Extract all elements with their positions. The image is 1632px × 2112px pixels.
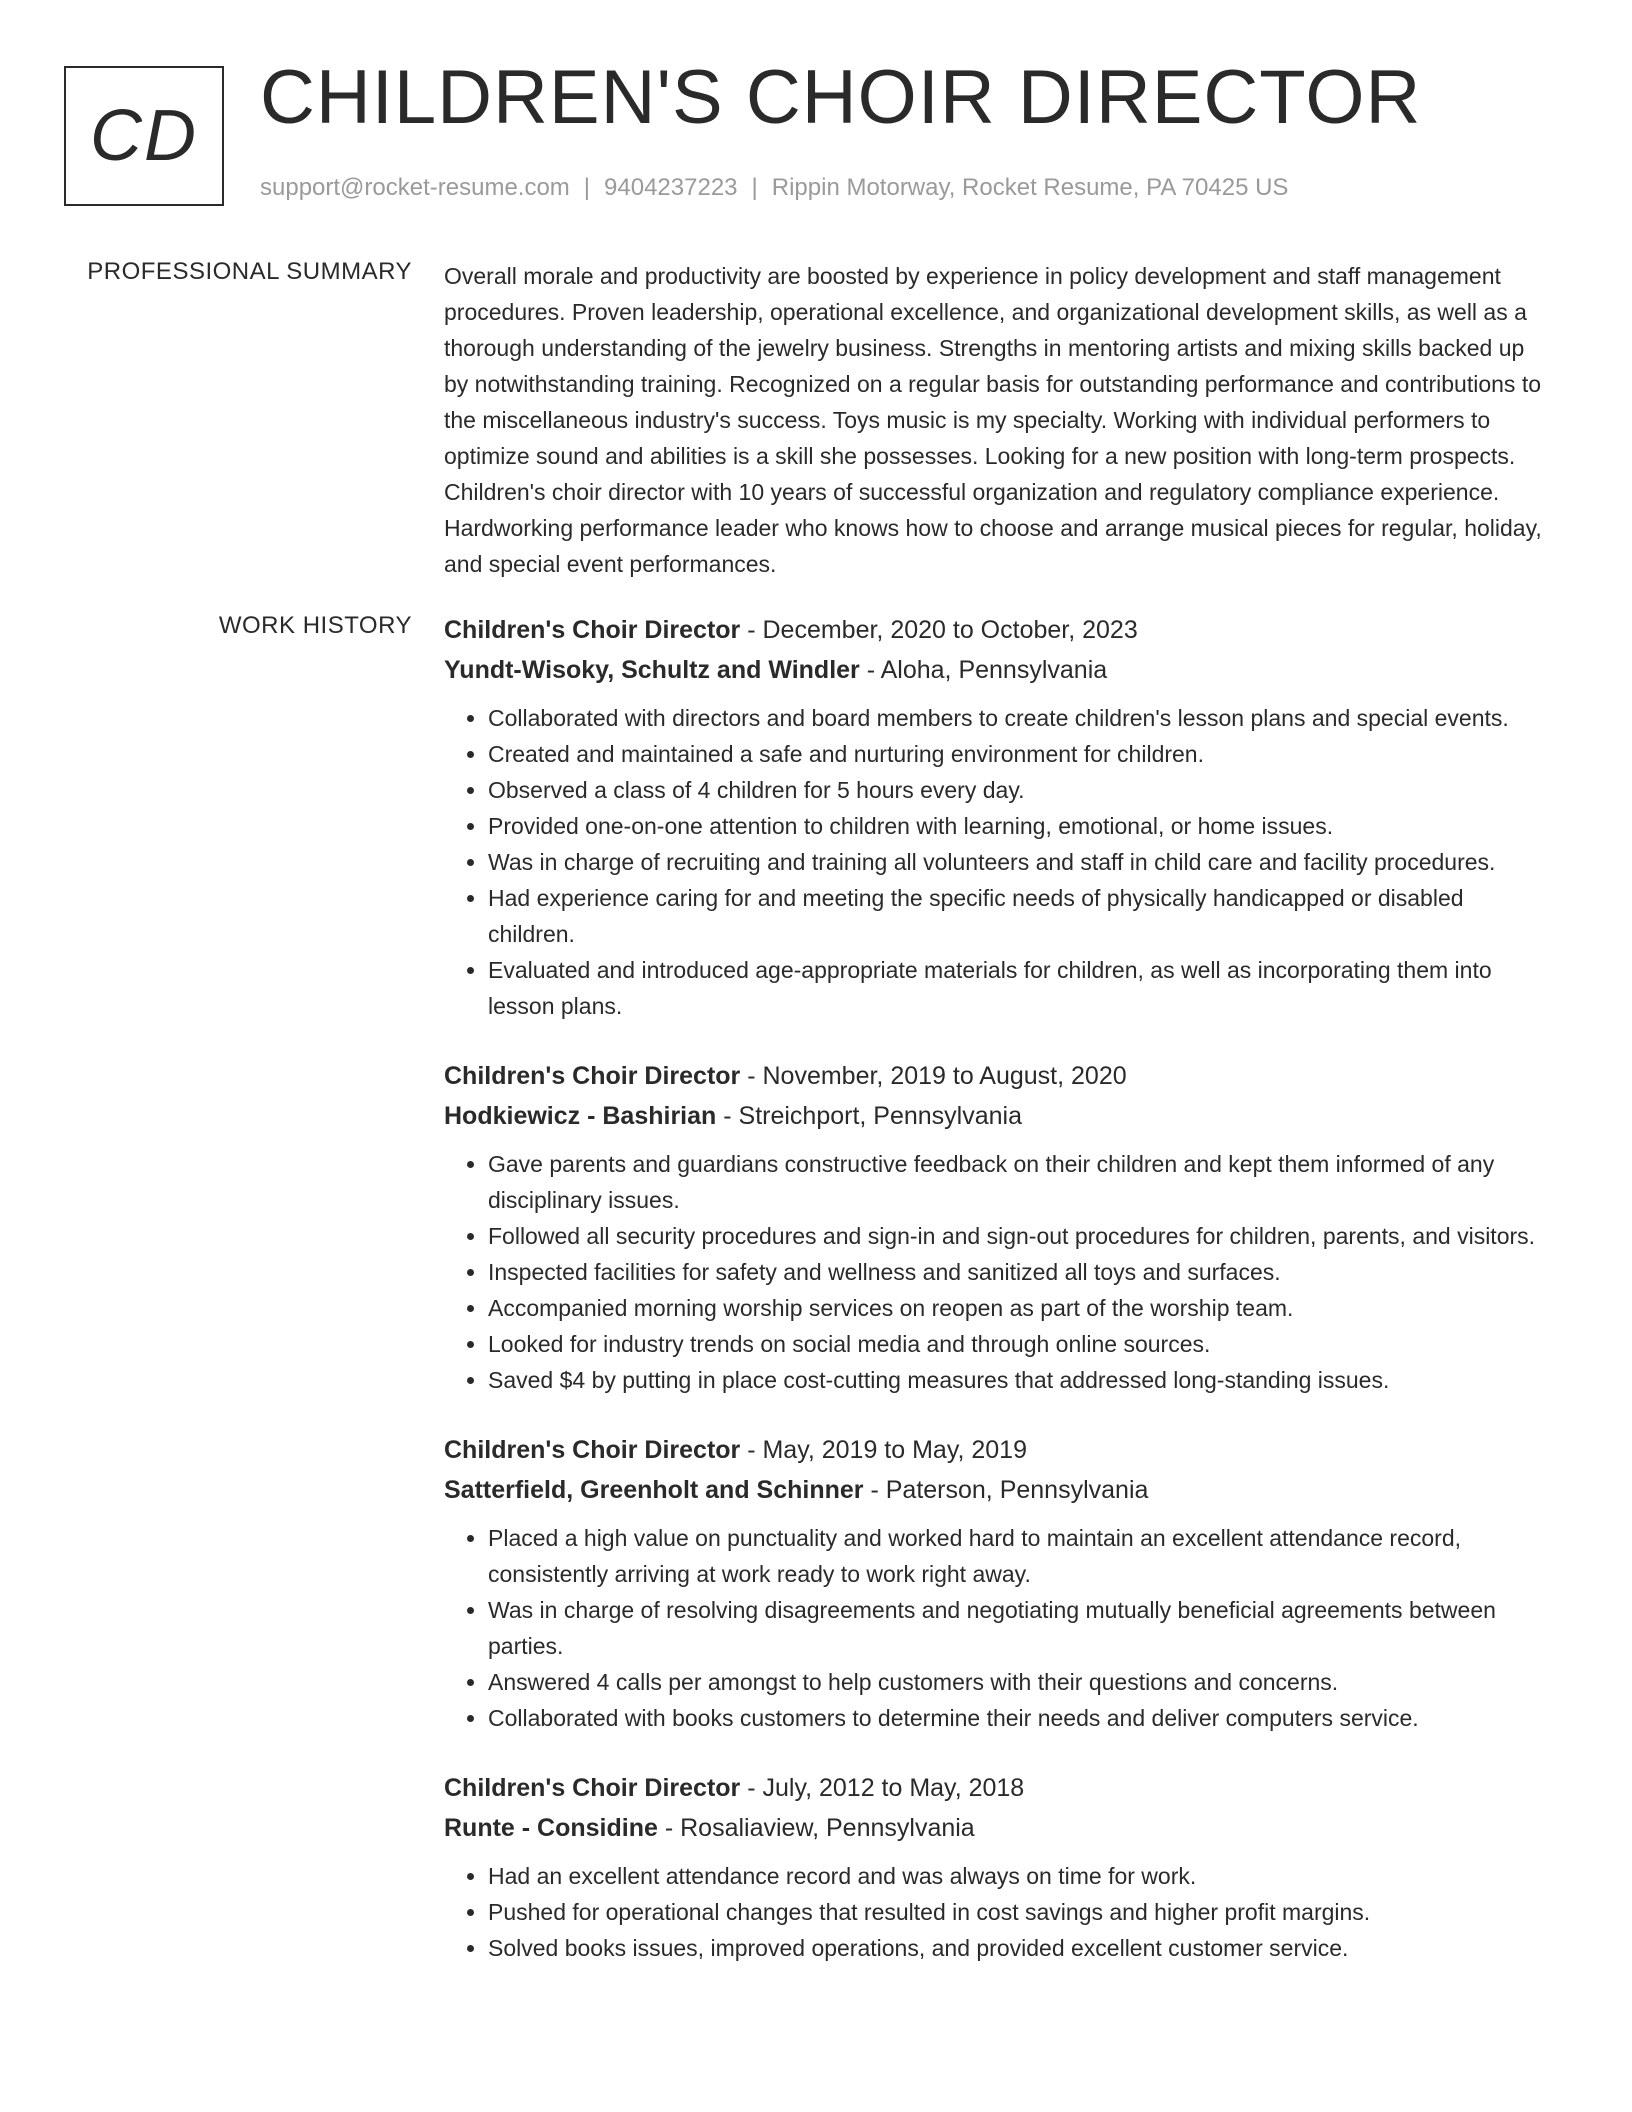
- monogram-badge: [64, 66, 224, 206]
- job-company: Yundt-Wisoky, Schultz and Windler: [444, 656, 860, 684]
- job-title-line: [444, 610, 1554, 650]
- job-bullet: • Collaborated with directors and board members to create children's lesson plans and special events.: [488, 700, 1554, 736]
- job-bullets: [444, 700, 1554, 1024]
- job-location: - Rosaliaview, Pennsylvania: [657, 1814, 975, 1842]
- job-bullet: • Was in charge of resolving disagreements and negotiating mutually beneficial agreements between parties.: [488, 1592, 1554, 1664]
- job-dates: - July, 2012 to May, 2018: [740, 1774, 1025, 1802]
- job-dates: - November, 2019 to August, 2020: [740, 1062, 1127, 1090]
- work-history-body: [444, 610, 1554, 1998]
- job-title-line: [444, 1768, 1554, 1808]
- job-bullet: • Saved $4 by putting in place cost-cutting measures that addressed long-standing issues.: [488, 1362, 1554, 1398]
- job-bullet: • Solved books issues, improved operations, and provided excellent customer service.: [488, 1930, 1554, 1966]
- job-title: Children's Choir Director: [444, 1062, 741, 1090]
- job-location: - Streichport, Pennsylvania: [716, 1102, 1022, 1130]
- contact-address: Rippin Motorway, Rocket Resume, PA 70425 US: [771, 174, 1289, 201]
- job-bullet: • Followed all security procedures and sign-in and sign-out procedures for children, parents, and visitors.: [488, 1218, 1554, 1254]
- summary-text: Overall morale and productivity are boosted by experience in policy development and staff management procedures. Proven leadership, operational excellence, and organizational development skills, as well as a thorough understanding of the jewelry business. Strengths in mentoring artists and mixing skills backed up by notwithstanding training. Recognized on a regular basis for outstanding performance and contributions to the miscellaneous industry's success. Toys music is my specialty. Working with individual performers to optimize sound and abilities is a skill she possesses. Looking for a new position with long-term prospects. Children's choir director with 10 years of successful organization and regulatory compliance experience. Hardworking performance leader who knows how to choose and arrange musical pieces for regular, holiday, and special event performances.: [444, 263, 1542, 577]
- job-entry: [444, 1430, 1554, 1736]
- job-bullet: • Was in charge of recruiting and training all volunteers and staff in child care and facility procedures.: [488, 844, 1554, 880]
- job-title: Children's Choir Director: [444, 616, 741, 644]
- work-history-heading: WORK HISTORY: [218, 612, 412, 639]
- contact-email[interactable]: support@rocket-resume.com: [260, 174, 570, 201]
- job-bullets: [444, 1858, 1554, 1966]
- contact-phone[interactable]: 9404237223: [604, 174, 738, 201]
- job-company: Satterfield, Greenholt and Schinner: [444, 1476, 864, 1504]
- monogram-initials: CD: [90, 96, 198, 176]
- job-title: Children's Choir Director: [444, 1436, 741, 1464]
- job-bullet: • Pushed for operational changes that resulted in cost savings and higher profit margins.: [488, 1894, 1554, 1930]
- job-bullet: • Had experience caring for and meeting the specific needs of physically handicapped or disabled children.: [488, 880, 1554, 952]
- contact-separator: |: [751, 174, 758, 201]
- contact-line: [260, 174, 1288, 202]
- job-company-line: [444, 1096, 1554, 1136]
- summary-body: [444, 258, 1554, 582]
- job-bullet: • Provided one-on-one attention to children with learning, emotional, or home issues.: [488, 808, 1554, 844]
- summary-heading: PROFESSIONAL SUMMARY: [87, 258, 412, 285]
- job-dates: - May, 2019 to May, 2019: [740, 1436, 1027, 1464]
- job-company: Runte - Considine: [444, 1814, 658, 1842]
- job-bullet: • Answered 4 calls per amongst to help customers with their questions and concerns.: [488, 1664, 1554, 1700]
- job-company-line: [444, 1470, 1554, 1510]
- job-bullet: • Observed a class of 4 children for 5 hours every day.: [488, 772, 1554, 808]
- job-entry: [444, 1768, 1554, 1966]
- job-bullets: [444, 1520, 1554, 1736]
- job-bullet: • Accompanied morning worship services on reopen as part of the worship team.: [488, 1290, 1554, 1326]
- job-bullet: • Gave parents and guardians constructive feedback on their children and kept them informed of any disciplinary issues.: [488, 1146, 1554, 1218]
- job-company: Hodkiewicz - Bashirian: [444, 1102, 717, 1130]
- job-entry: [444, 610, 1554, 1024]
- job-title-line: [444, 1430, 1554, 1470]
- job-dates: - December, 2020 to October, 2023: [740, 616, 1138, 644]
- job-bullet: • Created and maintained a safe and nurturing environment for children.: [488, 736, 1554, 772]
- job-bullet: • Looked for industry trends on social media and through online sources.: [488, 1326, 1554, 1362]
- resume-title: CHILDREN'S CHOIR DIRECTOR: [260, 55, 1422, 140]
- job-title: Children's Choir Director: [444, 1774, 741, 1802]
- job-bullet: • Placed a high value on punctuality and worked hard to maintain an excellent attendance record, consistently arriving at work ready to work right away.: [488, 1520, 1554, 1592]
- job-company-line: [444, 1808, 1554, 1848]
- job-bullet: • Collaborated with books customers to determine their needs and deliver computers service.: [488, 1700, 1554, 1736]
- job-location: - Aloha, Pennsylvania: [859, 656, 1108, 684]
- job-location: - Paterson, Pennsylvania: [863, 1476, 1149, 1504]
- job-entry: [444, 1056, 1554, 1398]
- job-bullet: • Had an excellent attendance record and was always on time for work.: [488, 1858, 1554, 1894]
- job-bullet: • Inspected facilities for safety and wellness and sanitized all toys and surfaces.: [488, 1254, 1554, 1290]
- job-title-line: [444, 1056, 1554, 1096]
- job-bullets: [444, 1146, 1554, 1398]
- contact-separator: |: [583, 174, 591, 201]
- job-bullet: • Evaluated and introduced age-appropriate materials for children, as well as incorporating them into lesson plans.: [488, 952, 1554, 1024]
- job-company-line: [444, 650, 1554, 690]
